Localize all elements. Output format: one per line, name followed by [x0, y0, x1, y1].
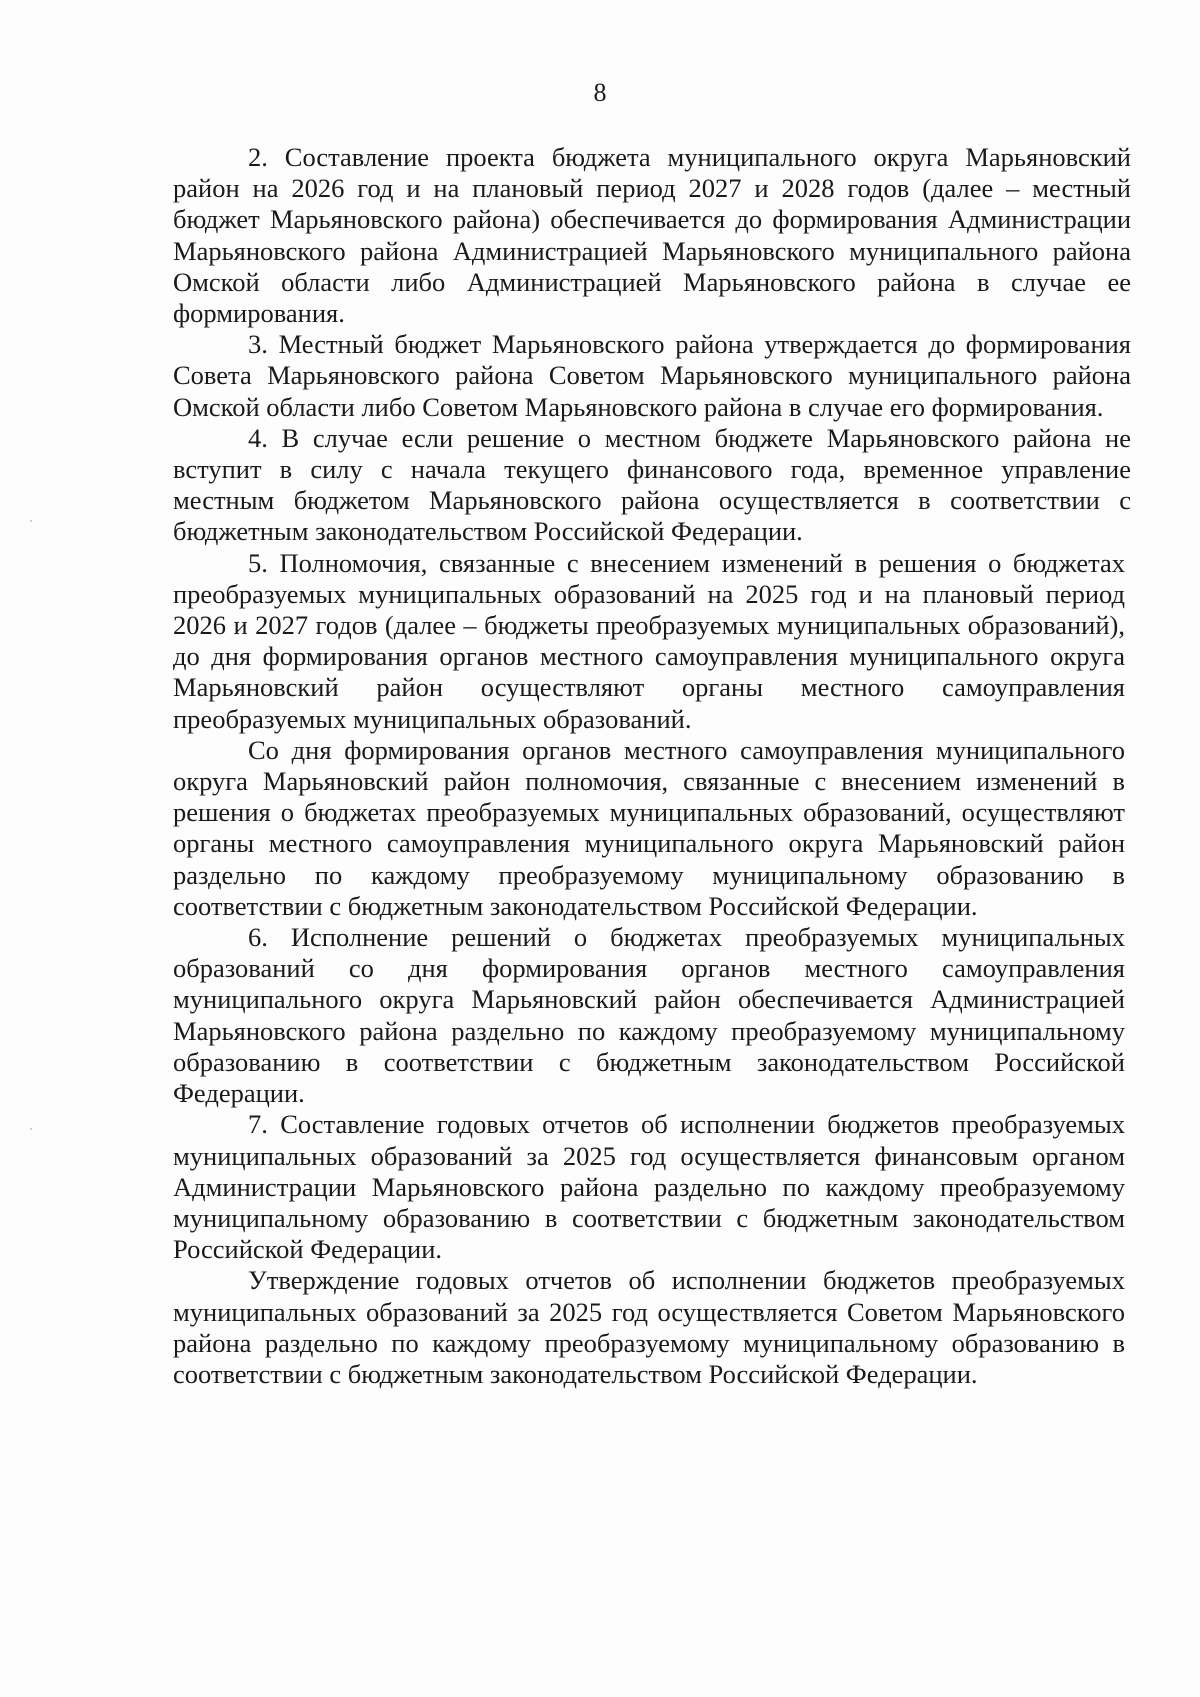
paragraph-4-temporary-management: 4. В случае если решение о местном бюджете Марьяновского района не вступит в силу с начала текущего финансового года, временное управление местным бюджетом Марьяновского района осуществляется в соответствии с бюджетным законодательством Российской Федерации.: [173, 422, 1131, 547]
paragraph-6-budget-execution: 6. Исполнение решений о бюджетах преобразуемых муниципальных образований со дня формирования органов местного самоуправления муниципального округа Марьяновский район обеспечивается Администрацией Марьяновского района раздельно по каждому преобразуемому муниципальному образованию в соответствии с бюджетным законодательством Российской Федерации.: [173, 922, 1125, 1109]
scan-speck: [30, 520, 32, 522]
paragraph-7-approval: Утверждение годовых отчетов об исполнении бюджетов преобразуемых муниципальных образований за 2025 год осуществляется Советом Марьяновского района раздельно по каждому преобразуемому муниципальному образованию в соответствии с бюджетным законодательством Российской Федерации.: [173, 1265, 1125, 1389]
paragraph-2-budget-drafting: 2. Составление проекта бюджета муниципального округа Марьяновский район на 2026 год и на плановый период 2027 и 2028 годов (далее – местный бюджет Марьяновского района) обеспечивается до формирования Администрации Марьяновского района Администрацией Марьяновского муниципального района Омской области либо Администрацией Марьяновского района в случае ее формирования.: [173, 142, 1131, 329]
paragraph-7-annual-reports: 7. Составление годовых отчетов об исполнении бюджетов преобразуемых муниципальных образований за 2025 год осуществляется финансовым органом Администрации Марьяновского района раздельно по каждому преобразуемому муниципальному образованию в соответствии с бюджетным законодательством Российской Федерации.: [173, 1109, 1125, 1265]
paragraph-5-continued: Со дня формирования органов местного самоуправления муниципального округа Марьяновский район полномочия, связанные с внесением изменений в решения о бюджетах преобразуемых муниципальных образований, осуществляют органы местного самоуправления муниципального округа Марьяновский район раздельно по каждому преобразуемому муниципальному образованию в соответствии с бюджетным законодательством Российской Федерации.: [173, 734, 1125, 921]
page-number: 8: [593, 78, 607, 107]
scan-speck: [30, 1128, 32, 1130]
paragraph-5-amendment-powers: 5. Полномочия, связанные с внесением изменений в решения о бюджетах преобразуемых муниципальных образований на 2025 год и на плановый период 2026 и 2027 годов (далее – бюджеты преобразуемых муниципальных образований), до дня формирования органов местного самоуправления муниципального округа Марьяновский район осуществляют органы местного самоуправления преобразуемых муниципальных образований.: [173, 547, 1125, 734]
document-body: [173, 142, 1131, 1390]
paragraph-3-budget-approval: 3. Местный бюджет Марьяновского района утверждается до формирования Совета Марьяновского района Советом Марьяновского муниципального района Омской области либо Советом Марьяновского района в случае его формирования.: [173, 329, 1131, 422]
